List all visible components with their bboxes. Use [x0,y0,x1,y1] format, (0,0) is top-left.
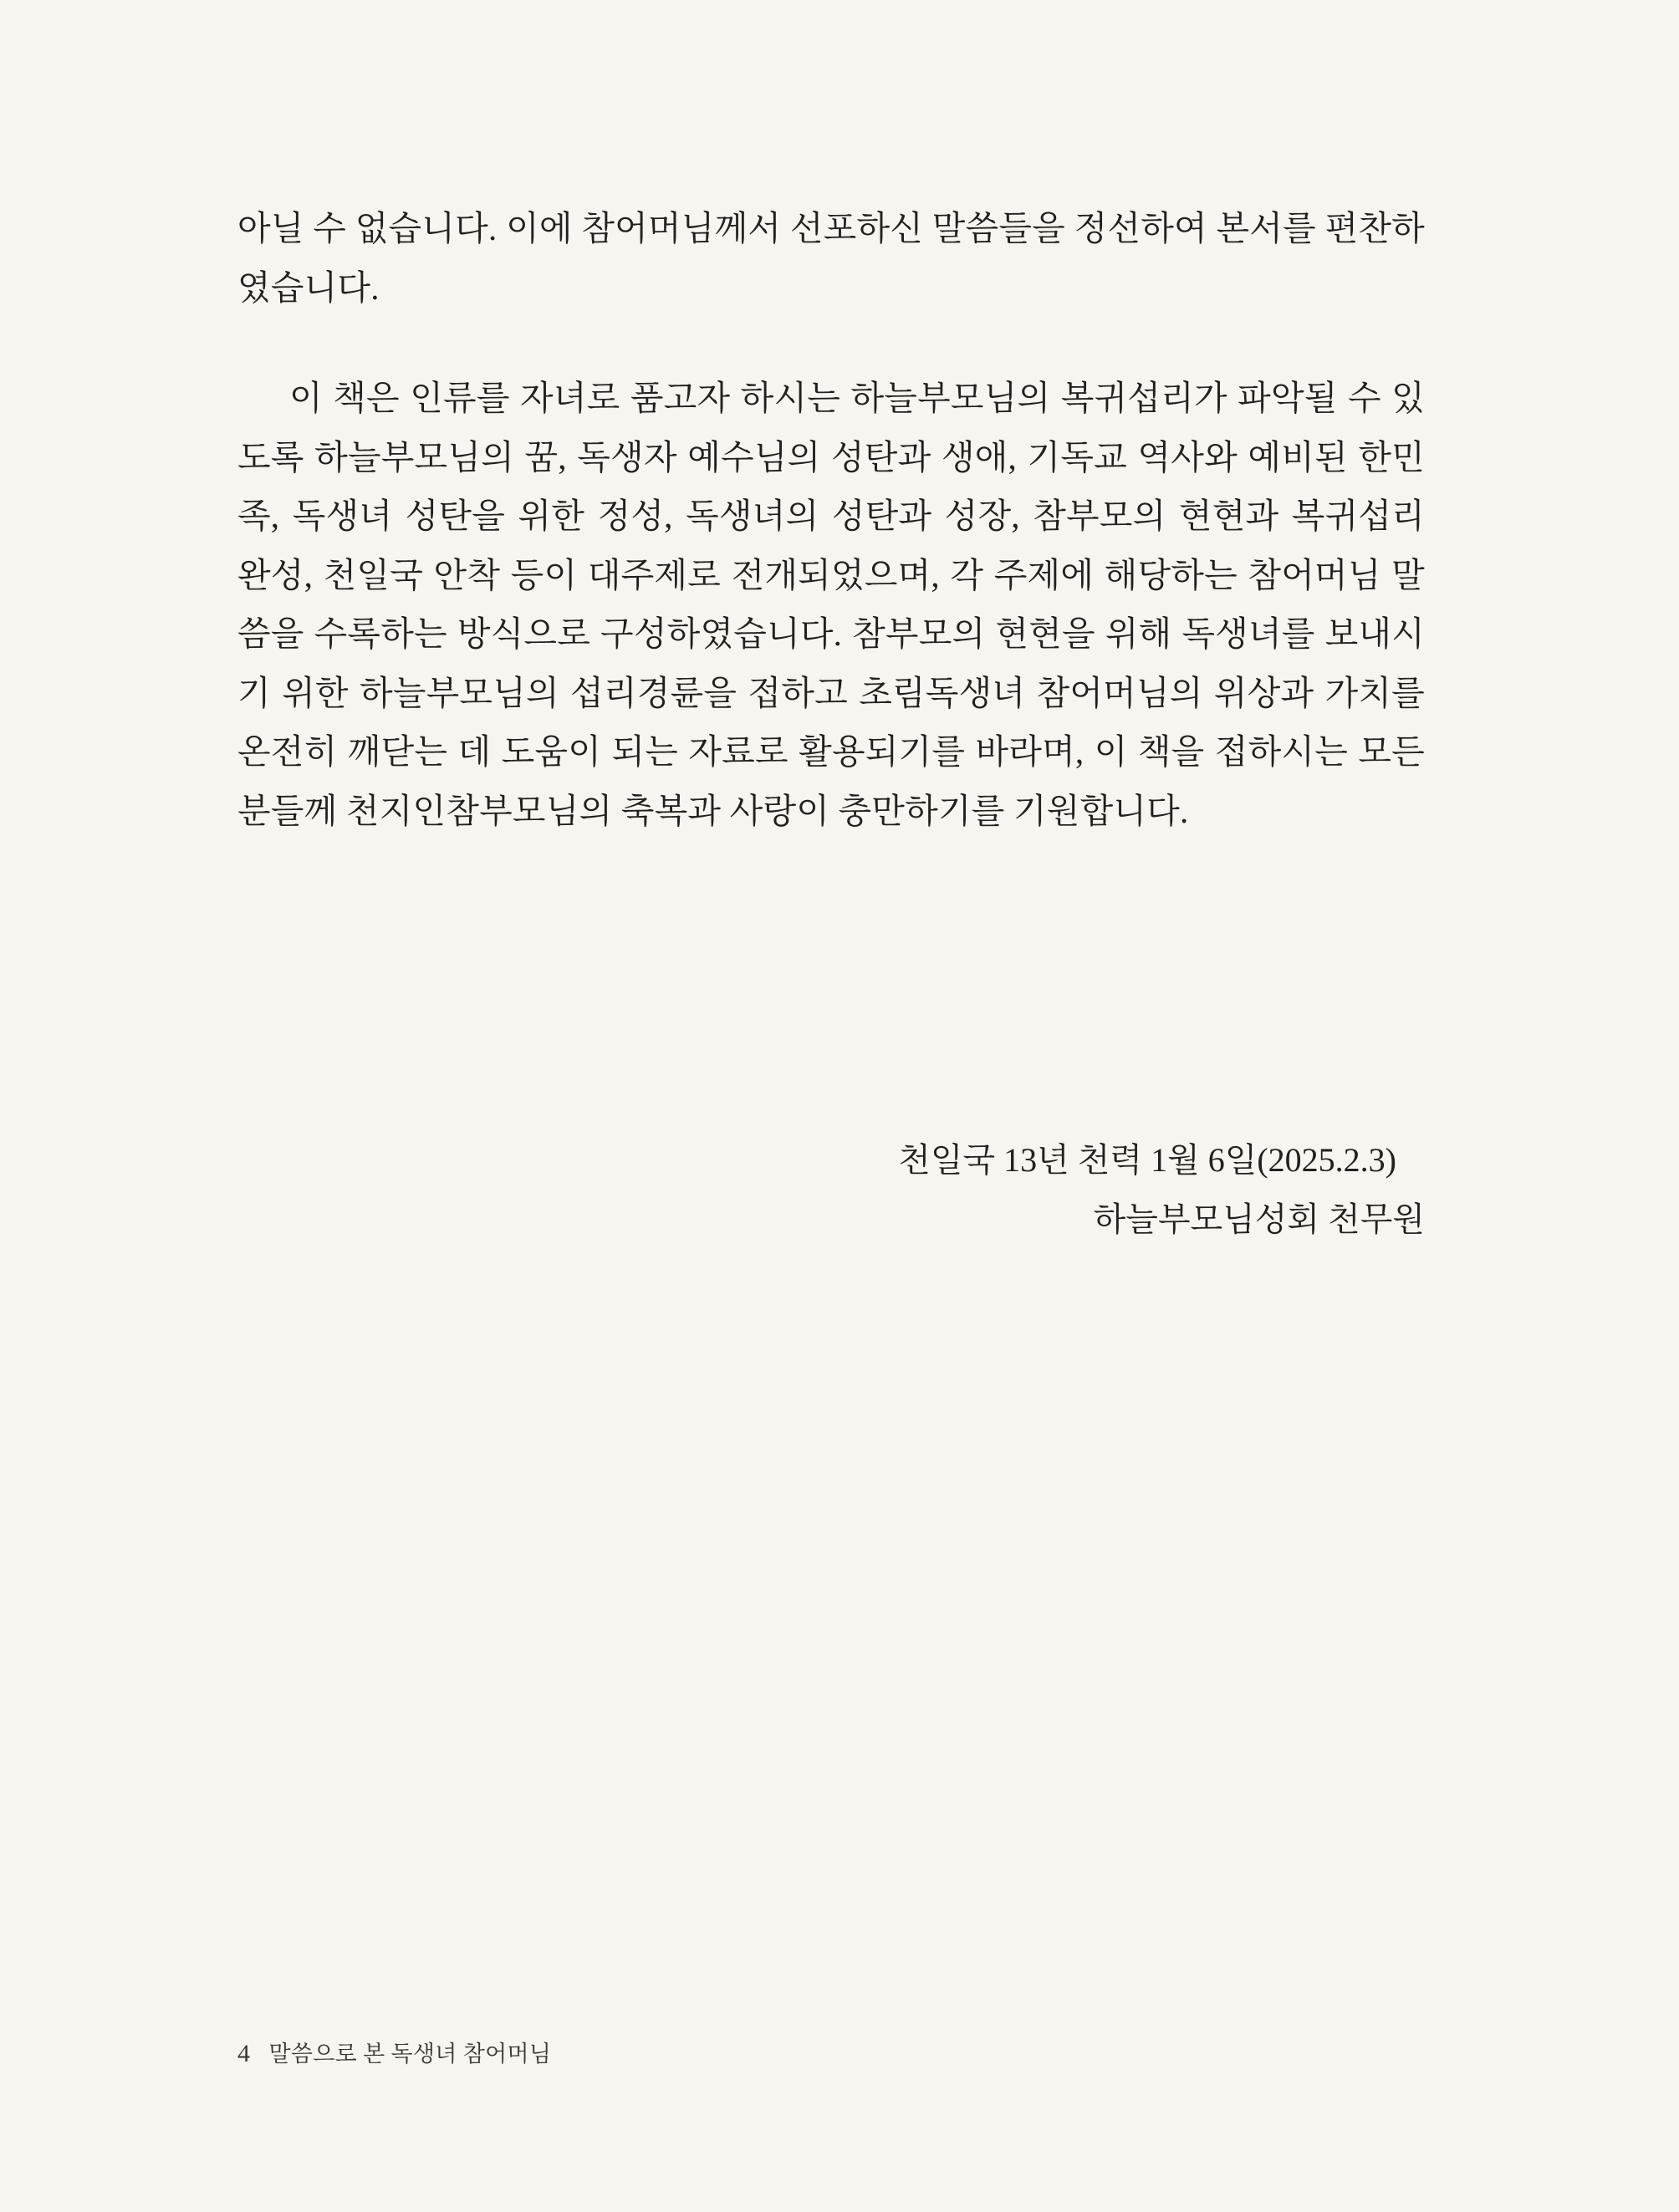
footer-book-title: 말씀으로 본 독생녀 참어머님 [268,2041,552,2067]
signature-author: 하늘부모님성회 천무원 [1093,1200,1425,1239]
paragraph-spacer [237,317,1425,369]
page-footer [237,2036,551,2068]
signature-block [237,1130,1425,1249]
body-text-column [237,199,1425,840]
paragraph-main: 이 책은 인류를 자녀로 품고자 하시는 하늘부모님의 복귀섭리가 파악될 수 있도록 하늘부모님의 꿈, 독생자 예수님의 성탄과 생애, 기독교 역사와 예비된 한민족, 독생녀 성탄을 위한 정성, 독생녀의 성탄과 성장, 참부모의 현현과 복귀섭리 완성, 천일국 안착 등이 대주제로 전개되었으며, 각 주제에 해당하는 참어머님 말씀을 수록하는 방식으로 구성하였습니다. 참부모의 현현을 위해 독생녀를 보내시기 위한 하늘부모님의 섭리경륜을 접하고 초림독생녀 참어머님의 위상과 가치를 온전히 깨닫는 데 도움이 되는 자료로 활용되기를 바라며, 이 책을 접하시는 모든 분들께 천지인참부모님의 축복과 사랑이 충만하기를 기원합니다. [237,379,1425,830]
signature-date: 천일국 13년 천력 1월 6일(2025.2.3) [898,1141,1396,1179]
footer-page-number: 4 [237,2040,251,2067]
paragraph-continued: 아닐 수 없습니다. 이에 참어머님께서 선포하신 말씀들을 정선하여 본서를 편찬하였습니다. [237,209,1425,307]
